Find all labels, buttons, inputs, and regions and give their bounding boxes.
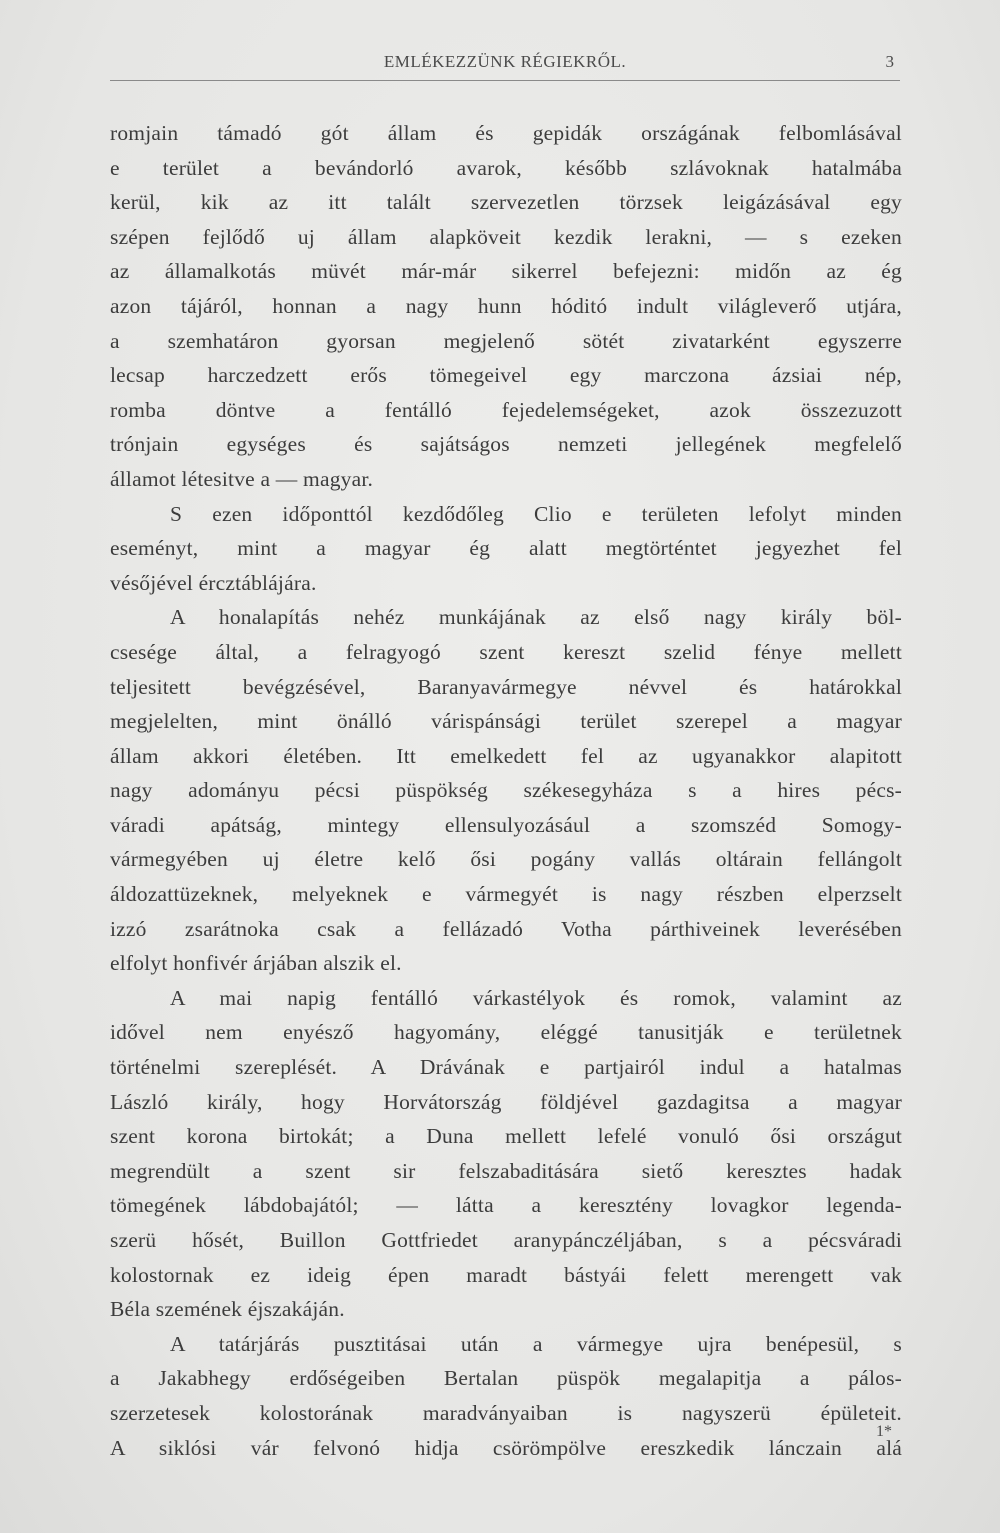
text-line: romjain támadó gót állam és gepidák országának felbomlásával <box>110 121 902 145</box>
text-line: megrendült a szent sir felszabaditására siető keresztes hadak <box>110 1158 902 1183</box>
text-line: teljesitett bevégzésével, Baranyavármegye névvel és határokkal <box>110 674 902 699</box>
text-line: vármegyében uj életre kelő ősi pogány vallás oltárain fellángolt <box>110 847 902 872</box>
text-line: lecsap harczedzett erős tömegeivel egy marczona ázsiai nép, <box>110 363 902 388</box>
text-line: azon tájáról, honnan a nagy hunn hóditó indult világleverő utjára, <box>110 293 902 318</box>
running-title: EMLÉKEZZÜNK RÉGIEKRŐL. <box>383 52 627 71</box>
text-line: Béla szemének éjszakáján. <box>110 1297 345 1322</box>
text-line: kolostornak ez ideig épen maradt bástyái felett merengett vak <box>110 1262 902 1287</box>
text-line: trónjain egységes és sajátságos nemzeti jellegének megfelelő <box>110 432 902 457</box>
running-header <box>110 50 900 81</box>
signature-mark: 1* <box>876 1423 892 1440</box>
text-line: megjelelten, mint önálló várispánsági terület szerepel a magyar <box>110 709 902 734</box>
text-line: László király, hogy Horvátország földjével gazdagitsa a magyar <box>110 1089 902 1114</box>
text-line: A siklósi vár felvonó hidja csörömpölve ereszkedik lánczain alá <box>110 1435 902 1460</box>
text-line: eseményt, mint a magyar ég alatt megtörténtet jegyezhet fel <box>110 536 902 561</box>
text-line: az államalkotás müvét már-már sikerrel befejezni: midőn az ég <box>110 259 902 284</box>
text-line: szépen fejlődő uj állam alapköveit kezdik lerakni, — s ezeken <box>110 224 902 249</box>
text-line: elfolyt honfivér árjában alszik el. <box>110 951 402 976</box>
text-line: tömegének lábdobajától; — látta a keresztény lovagkor legenda- <box>110 1193 902 1218</box>
text-line: szent korona birtokát; a Duna mellett lefelé vonuló ősi országut <box>110 1124 902 1149</box>
text-line: romba döntve a fentálló fejedelemségeket, azok összezuzott <box>110 397 902 422</box>
text-line: A mai napig fentálló várkastélyok és romok, valamint az <box>170 985 902 1010</box>
body-text <box>110 116 902 1465</box>
text-line: államot létesitve a — magyar. <box>110 466 374 491</box>
text-line: S ezen időponttól kezdődőleg Clio e területen lefolyt minden <box>170 501 902 526</box>
text-line: nagy adományu pécsi püspökség székesegyháza s a hires pécs- <box>110 778 902 803</box>
text-line: e terület a bevándorló avarok, később szlávoknak hatalmába <box>110 155 902 180</box>
text-line: a Jakabhegy erdőségeiben Bertalan püspök megalapitja a pálos- <box>110 1366 902 1391</box>
text-line: A tatárjárás pusztitásai után a vármegye ujra benépesül, s <box>170 1331 902 1356</box>
text-line: szerü hősét, Buillon Gottfriedet aranypánczéljában, s a pécsváradi <box>110 1228 902 1252</box>
text-line: idővel nem enyésző hagyomány, eléggé tanusitják e területnek <box>110 1020 902 1045</box>
text-line: izzó zsarátnoka csak a fellázadó Votha párthiveinek leverésében <box>110 916 902 941</box>
text-line: állam akkori életében. Itt emelkedett fel az ugyanakkor alapitott <box>110 743 902 768</box>
text-line: történelmi szereplését. A Drávának e partjairól indul a hatalmas <box>110 1055 902 1080</box>
text-line: csesége által, a felragyogó szent kereszt szelid fénye mellett <box>110 639 902 664</box>
text-line: váradi apátság, mintegy ellensulyozásául a szomszéd Somogy- <box>110 812 902 837</box>
text-line: a szemhatáron gyorsan megjelenő sötét zivatarként egyszerre <box>110 328 902 353</box>
text-line: vésőjével ércztáblájára. <box>110 570 317 595</box>
page-number: 3 <box>885 52 894 71</box>
text-line: kerül, kik az itt talált szervezetlen törzsek leigázásával egy <box>110 190 902 215</box>
text-line: áldozattüzeknek, melyeknek e vármegyét is nagy részben elperzselt <box>110 882 902 907</box>
text-line: szerzetesek kolostorának maradványaiban is nagyszerü épületeit. <box>110 1400 902 1425</box>
text-line: A honalapítás nehéz munkájának az első nagy király böl- <box>170 605 902 630</box>
